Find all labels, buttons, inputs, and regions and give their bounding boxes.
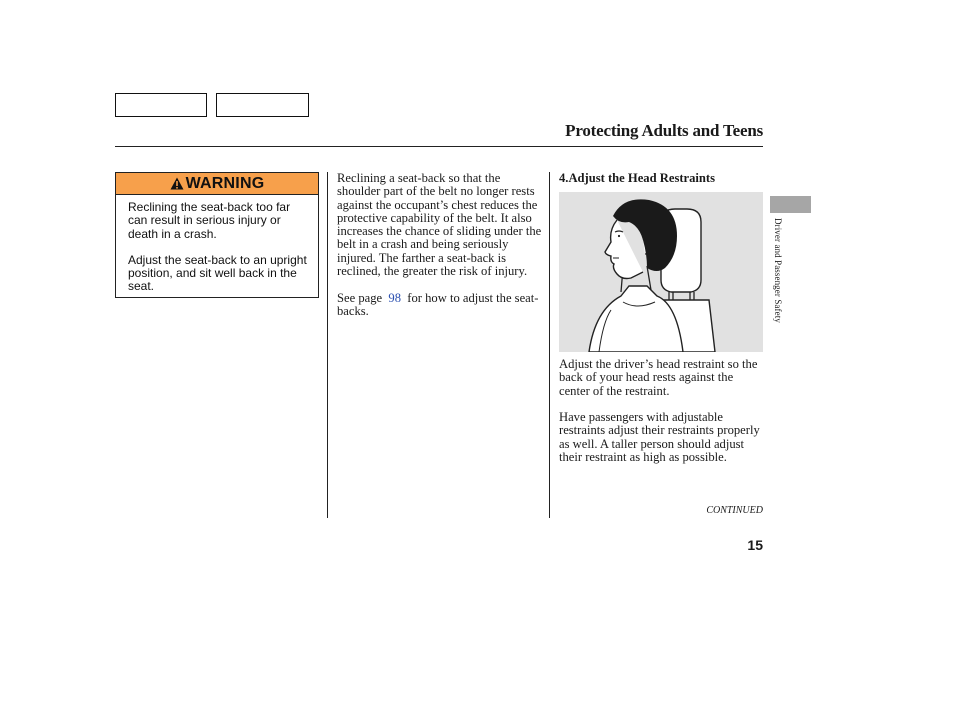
body-paragraph: Adjust the driver’s head restraint so the back of your head rests against the center of the restraint. (559, 357, 758, 398)
body-paragraph: Have passengers with adjustable restraints adjust their restraints properly as well. A taller person should adjust their restraint as high as possible. (559, 410, 760, 465)
see-page-prefix: See page (337, 290, 383, 305)
body-paragraph: Reclining a seat-back so that the shoulder part of the belt no longer rests against the occupant’s chest reduces the protective capability of the belt. It also increases the chance of sliding under the belt in a crash and being seriously injured. The farther a seat-back is reclined, the greater the risk of injury. (337, 171, 542, 279)
nav-button-previous[interactable] (115, 93, 207, 117)
warning-label: WARNING (185, 174, 265, 192)
warning-header (116, 173, 318, 195)
continued-note: CONTINUED (706, 505, 763, 516)
warning-body (116, 195, 318, 294)
column-divider (327, 172, 328, 518)
see-page-suffix: for how to adjust the seat-backs. (337, 290, 539, 318)
right-column (559, 172, 764, 191)
see-page-reference (337, 292, 542, 319)
nav-button-next[interactable] (216, 93, 309, 117)
warning-paragraph: Reclining the seat-back too far can result in serious injury or death in a crash. (128, 200, 291, 241)
section-label (771, 218, 783, 358)
warning-triangle-icon (170, 177, 184, 190)
section-tab[interactable] (770, 196, 811, 213)
middle-column (337, 172, 542, 332)
warning-box (115, 172, 319, 298)
section-label-text: Driver and Passenger Safety (773, 218, 783, 323)
column-divider (549, 172, 550, 518)
right-column-body (559, 358, 764, 478)
page-link[interactable]: 98 (388, 290, 401, 305)
driver-with-head-restraint-illustration (559, 192, 763, 352)
page-number: 15 (747, 537, 763, 553)
section-heading: 4.Adjust the Head Restraints (559, 171, 716, 185)
page-title: Protecting Adults and Teens (565, 121, 763, 140)
title-divider (115, 146, 763, 147)
warning-paragraph: Adjust the seat-back to an upright position, and sit well back in the seat. (128, 252, 307, 294)
